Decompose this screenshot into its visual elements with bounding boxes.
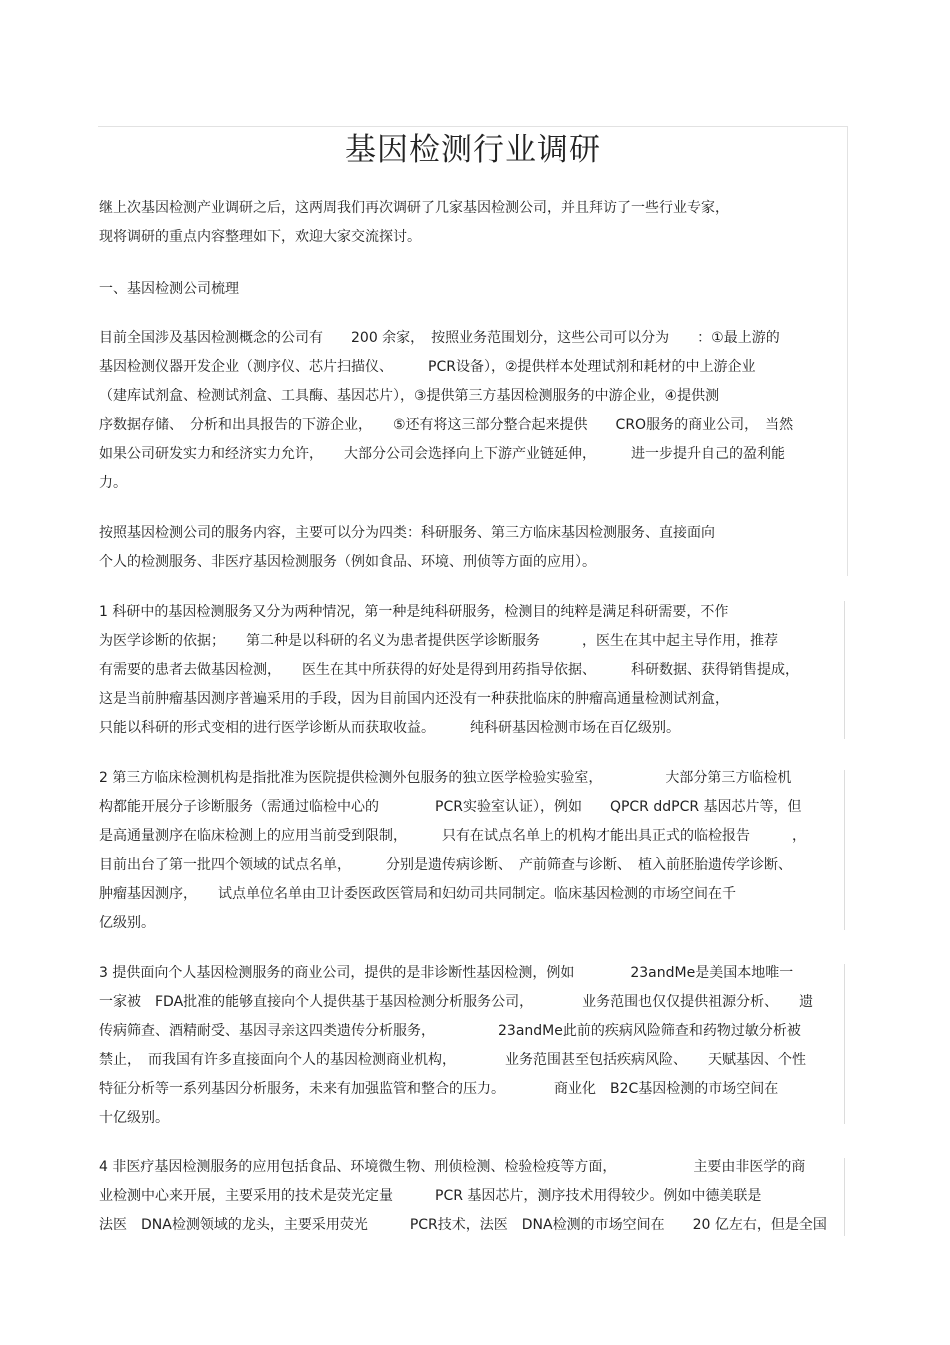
text-line: 十亿级别。 xyxy=(99,1110,169,1126)
text-line: 继上次基因检测产业调研之后，这两周我们再次调研了几家基因检测公司，并且拜访了一些行业专家， xyxy=(99,200,729,216)
text-line: 目前全国涉及基因检测概念的公司有 200 余家， 按照业务范围划分，这些公司可以分为 ：①最上游的 xyxy=(99,330,780,346)
text-line: 是高通量测序在临床检测上的应用当前受到限制， 只有在试点名单上的机构才能出具正式的临检报告 ， xyxy=(99,828,806,844)
company-classification-paragraph xyxy=(99,324,845,498)
text-line: 构都能开展分子诊断服务（需通过临检中心的 PCR实验室认证），例如 QPCR ddPCR 基因芯片等，但 xyxy=(99,799,802,815)
text-line: 3 提供面向个人基因检测服务的商业公司，提供的是非诊断性基因检测，例如 23andMe是美国本地唯一 xyxy=(99,965,794,981)
text-line: 2 第三方临床检测机构是指批准为医院提供检测外包服务的独立医学检验实验室， 大部分第三方临检机 xyxy=(99,770,792,786)
text-line: 基因检测仪器开发企业（测序仪、芯片扫描仪、 PCR设备），②提供样本处理试剂和耗材的中上游企业 xyxy=(99,359,756,375)
text-line: 法医 DNA检测领域的龙头，主要采用荧光 PCR技术，法医 DNA检测的市场空间在 20 亿左右，但是全国 xyxy=(99,1217,827,1233)
text-line: 现将调研的重点内容整理如下，欢迎大家交流探讨。 xyxy=(99,229,421,245)
text-line: 1 科研中的基因检测服务又分为两种情况，第一种是纯科研服务，检测目的纯粹是满足科研需要，不作 xyxy=(99,604,729,620)
text-line: 只能以科研的形式变相的进行医学诊断从而获取收益。 纯科研基因检测市场在百亿级别。 xyxy=(99,720,680,736)
text-line: 序数据存储、 分析和出具报告的下游企业， ⑤还有将这三部分整合起来提供 CRO服务的商业公司， 当然 xyxy=(99,417,794,433)
text-line: 个人的检测服务、非医疗基因检测服务（例如食品、环境、刑侦等方面的应用）。 xyxy=(99,554,596,570)
third-party-clinical-item xyxy=(99,764,845,938)
text-line: 亿级别。 xyxy=(99,915,155,931)
text-line: 力。 xyxy=(99,475,127,491)
text-line: 如果公司研发实力和经济实力允许， 大部分公司会选择向上下游产业链延伸， 进一步提升自己的盈利能 xyxy=(99,446,785,462)
intro-paragraph xyxy=(99,194,845,252)
document-title: 基因检测行业调研 xyxy=(345,132,601,168)
consumer-testing-item xyxy=(99,959,845,1133)
research-services-item xyxy=(99,598,845,743)
text-line: 按照基因检测公司的服务内容，主要可以分为四类：科研服务、第三方临床基因检测服务、直接面向 xyxy=(99,525,715,541)
text-line: 肿瘤基因测序， 试点单位名单由卫计委医政医管局和妇幼司共同制定。临床基因检测的市场空间在千 xyxy=(99,886,736,902)
text-line: 4 非医疗基因检测服务的应用包括食品、环境微生物、刑侦检测、检验检疫等方面， 主要由非医学的商 xyxy=(99,1159,806,1175)
text-line: 传病筛查、酒精耐受、基因寻亲这四类遗传分析服务， 23andMe此前的疾病风险筛查和药物过敏分析被 xyxy=(99,1023,801,1039)
text-line: 有需要的患者去做基因检测， 医生在其中所获得的好处是得到用药指导依据、 科研数据、获得销售提成， xyxy=(99,662,799,678)
right-margin-rule xyxy=(847,126,848,576)
text-line: 这是当前肿瘤基因测序普遍采用的手段，因为目前国内还没有一种获批临床的肿瘤高通量检测试剂盒， xyxy=(99,691,729,707)
text-line: 一家被 FDA批准的能够直接向个人提供基于基因检测分析服务公司， 业务范围也仅仅提供祖源分析、 遗 xyxy=(99,994,814,1010)
text-line: （建库试剂盒、检测试剂盒、工具酶、基因芯片），③提供第三方基因检测服务的中游企业，④提供测 xyxy=(99,388,720,404)
text-line: 禁止， 而我国有许多直接面向个人的基因检测商业机构， 业务范围甚至包括疾病风险、 天赋基因、个性 xyxy=(99,1052,806,1068)
text-line: 特征分析等一系列基因分析服务，未来有加强监管和整合的压力。 商业化 B2C基因检测的市场空间在 xyxy=(99,1081,779,1097)
text-line: 为医学诊断的依据； 第二种是以科研的名义为患者提供医学诊断服务 ，医生在其中起主导作用，推荐 xyxy=(99,633,778,649)
top-divider xyxy=(98,126,848,127)
text-line: 业检测中心来开展，主要采用的技术是荧光定量 PCR 基因芯片，测序技术用得较少。例如中德美联是 xyxy=(99,1188,762,1204)
non-medical-testing-item xyxy=(99,1153,845,1240)
section-heading: 一、基因检测公司梳理 xyxy=(99,281,239,297)
text-line: 目前出台了第一批四个领域的试点名单， 分别是遗传病诊断、 产前筛查与诊断、 植入前胚胎遗传学诊断、 xyxy=(99,857,792,873)
service-categories-paragraph xyxy=(99,519,845,577)
